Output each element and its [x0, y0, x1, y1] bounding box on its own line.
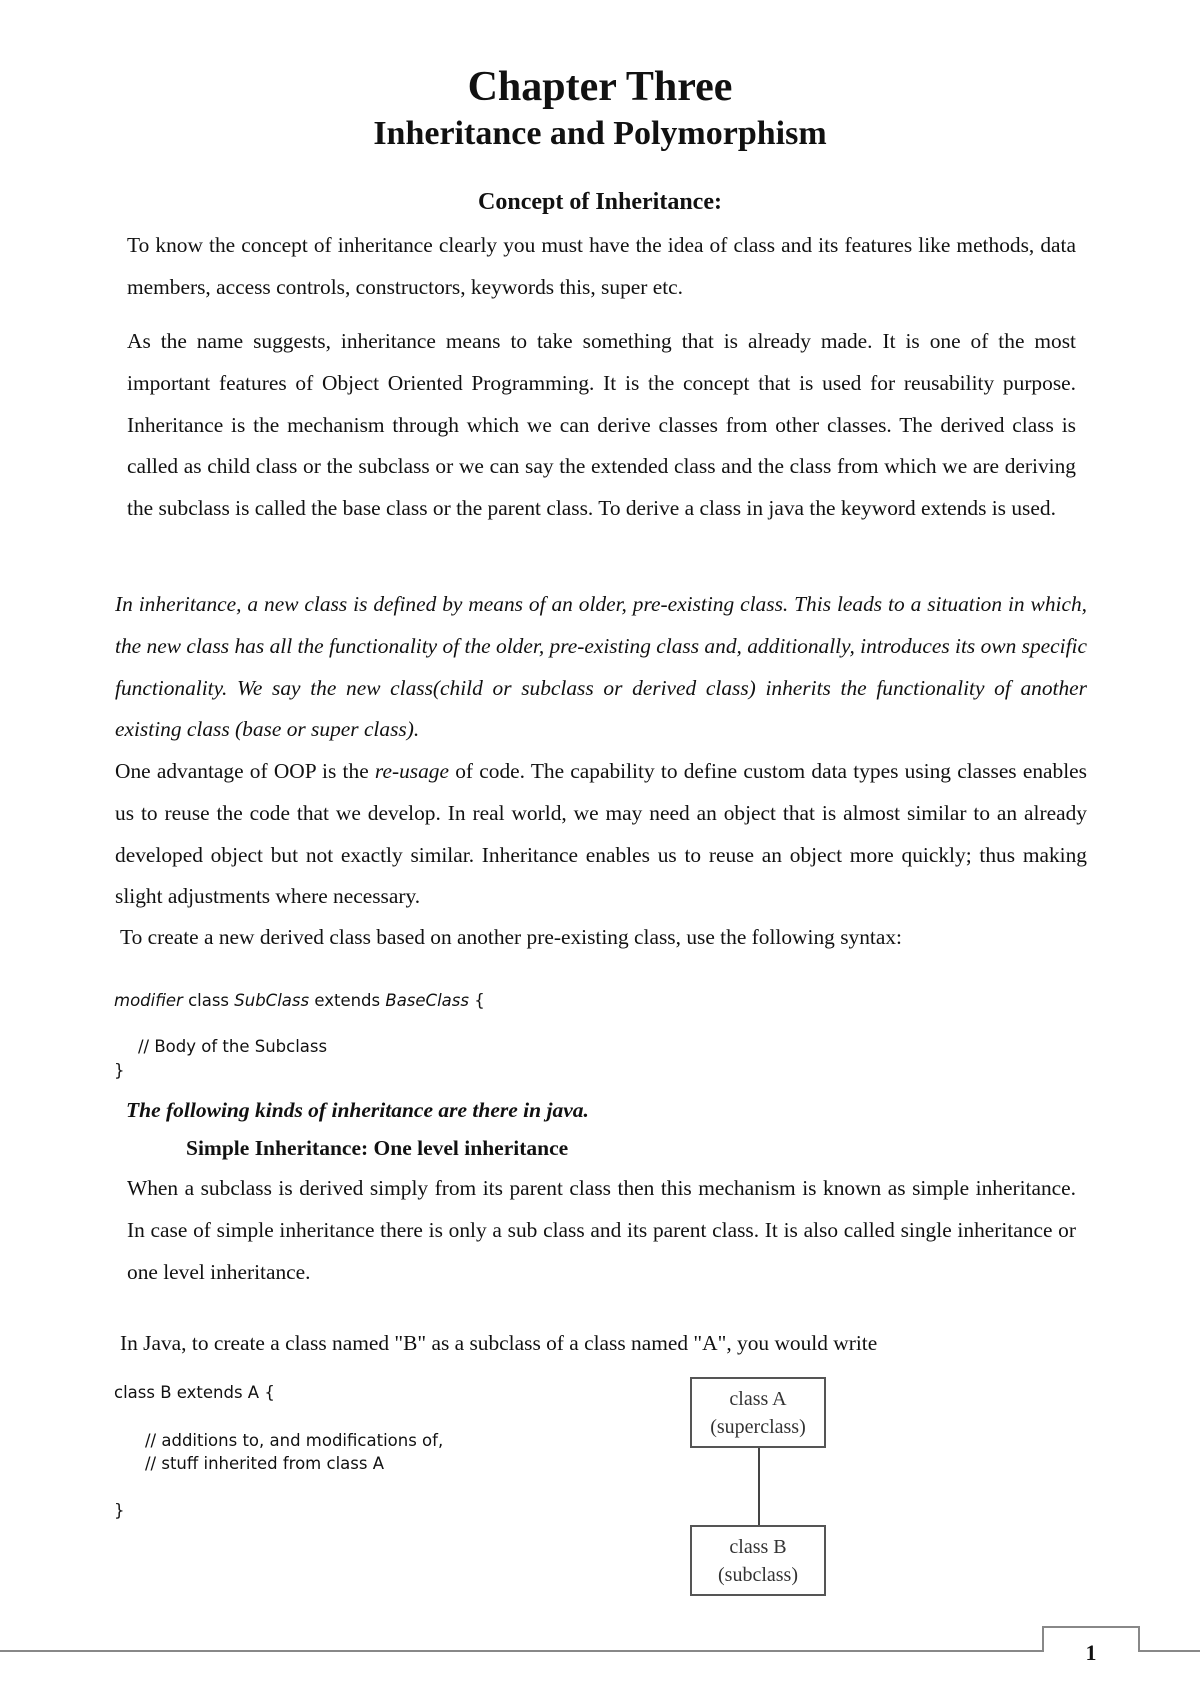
syntax-modifier: modifier — [114, 991, 183, 1010]
syntax-subclass: SubClass — [234, 991, 310, 1010]
paragraph-simple-inheritance: When a subclass is derived simply from its parent class then this mechanism is known as simple inheritance. In case of simple inheritance there is only a sub class and its parent class. It is also called single inheritance or one level inheritance. — [127, 1176, 1076, 1284]
footer-rule-left — [0, 1650, 1042, 1652]
superclass-role: (superclass) — [710, 1415, 806, 1438]
syntax-class-keyword: class — [182, 991, 235, 1010]
footer-rule-right — [1138, 1650, 1200, 1652]
syntax-close-brace: } — [114, 1061, 125, 1080]
example-code-line-2: // additions to, and modifications of, — [145, 1431, 444, 1450]
paragraph-intro: To know the concept of inheritance clearly you must have the idea of class and its features like methods, data members, access controls, constructors, keywords this, super etc. — [127, 233, 1076, 299]
syntax-open-brace: { — [468, 991, 485, 1010]
syntax-comment: // Body of the Subclass — [138, 1037, 328, 1056]
simple-inheritance-heading: Simple Inheritance: One level inheritance — [186, 1136, 569, 1160]
paragraph-definition: As the name suggests, inheritance means to take something that is already made. It is one of the most important features of Object Oriented Programming. It is the concept that is used for reusability purpose. Inheritance is the mechanism through which we can derive classes from other classes. The derived class is called as child class or the subclass or we can say the extended class and the class from which we are deriving the subclass is called the base class or the parent class. To derive a class in java the keyword extends is used. — [127, 329, 1076, 521]
page-number: 1 — [1085, 1640, 1097, 1665]
advantage-text-end: of code. The capability to define custom data types using classes enables us to reuse the code that we develop. In real world, we may need an object that is almost similar to an already developed object but not exactly similar. Inheritance enables us to reuse an object more quickly; thus making slight adjustments where necessary. — [115, 759, 1087, 909]
subclass-role: (subclass) — [718, 1563, 798, 1586]
inheritance-diagram — [690, 1372, 830, 1600]
example-code-line-4: } — [114, 1501, 125, 1520]
syntax-declaration — [114, 990, 485, 1012]
chapter-title: Inheritance and Polymorphism — [373, 115, 827, 152]
subclass-name: class B — [729, 1535, 787, 1558]
inheritance-kinds-heading: The following kinds of inheritance are there in java. — [126, 1098, 589, 1122]
example-code-line-1: class B extends A { — [114, 1383, 275, 1402]
advantage-text-start: One advantage of OOP is the — [115, 759, 375, 783]
subclass-box — [690, 1525, 826, 1596]
paragraph-syntax-intro: To create a new derived class based on another pre-existing class, use the following syntax: — [120, 925, 902, 949]
section-heading: Concept of Inheritance: — [478, 189, 722, 215]
superclass-name: class A — [729, 1387, 787, 1410]
chapter-heading: Chapter Three — [467, 64, 733, 110]
reusage-term: re-usage — [374, 759, 449, 783]
paragraph-advantage — [115, 751, 1087, 918]
syntax-baseclass: BaseClass — [385, 991, 469, 1010]
inheritance-connector — [758, 1448, 760, 1525]
superclass-box — [690, 1377, 826, 1448]
paragraph-italic-definition: In inheritance, a new class is defined by means of an older, pre-existing class. This leads to a situation in which, the new class has all the functionality of the older, pre-existing class and, additionally, introduces its own specific functionality. We say the new class(child or subclass or derived class) inherits the functionality of another existing class (base or super class). — [115, 592, 1087, 742]
example-code-line-3: // stuff inherited from class A — [145, 1454, 384, 1473]
syntax-extends-keyword: extends — [309, 991, 386, 1010]
paragraph-java-example-intro: In Java, to create a class named "B" as a subclass of a class named "A", you would write — [120, 1331, 878, 1355]
